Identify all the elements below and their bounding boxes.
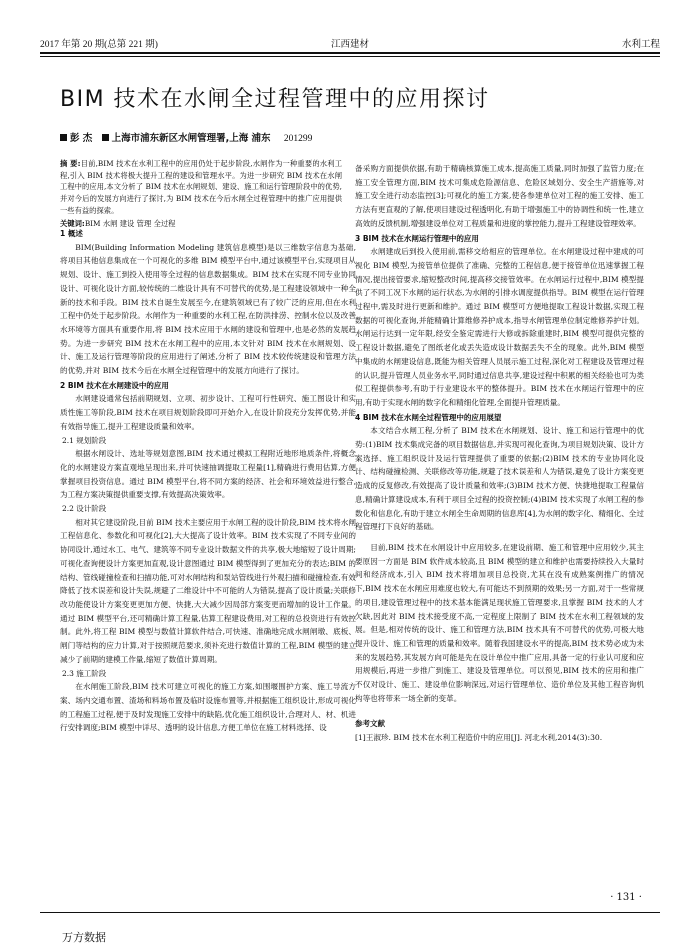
header-rule-thick — [40, 52, 660, 54]
section-heading: 2 BIM 技术在水闸建设中的应用 — [60, 380, 169, 390]
bullet-square-icon — [102, 134, 109, 141]
footer-rule — [40, 912, 660, 913]
section-heading: 3 BIM 技术在水闸运行管理中的应用 — [355, 233, 479, 243]
header-issue: 2017 年第 20 期(总第 221 期) — [40, 40, 158, 50]
paragraph: 相对其它建设阶段,目前 BIM 技术主要应用于水闸工程的设计阶段,BIM 技术将水闸工程信息化、参数化和可视化[2],大大提高了设计效率。BIM 技术实现了不同专业间的协同设计,通过水工、电气、建筑等不同专业设计数据文件的共享,极大地缩短了设计周期;可视化查询便设计方案更加直观,设计意图通过 BIM 模型得到了更加充分的表达;BIM 的结构、管线碰撞检查和扫描功能,可对水闸结构和泵站管线进行外观扫描和碰撞检查,有效降低了技术误差和设计失误,规避了二维设计中不可能的人为错误,提高了设计质量;关联修改功能使设计方案变更更加方便、快捷,大大减少因局部方案变更而增加的设计工作量。通过 BIM 模型平台,还可精确计算工程量,估算工程建设费用,对工程的总投资进行有效控制。此外,将工程 BIM 模型与数值计算软件结合,可快速、准确地完成水闸闸墩、底板、闸门等结构的应力计算,对于按照规范要求,须补充进行数值计算的工程,BIM 模型的建立减少了前期的建模工作量,缩短了数值计算周期。 — [60, 517, 356, 664]
author-line — [60, 130, 312, 144]
abstract — [60, 158, 342, 217]
paragraph: 在水闸施工阶段,BIM 技术可建立可视化的施工方案,如围堰围护方案、施工导流方案、场内交通布置、渣场和料场布置及临时设施布置等,并根据施工组织设计,形成可视化的工程施工过程,便于及时发现施工安排中的缺陷,优化施工组织设计,合理对人、材、机进行安排调度;BIM 模型中详尽、透明的设计信息,方便工单位在施工材料选择、设 — [60, 682, 356, 733]
left-column — [60, 226, 356, 735]
references-heading: 参考文献 — [355, 719, 385, 729]
header-section: 水利工程 — [621, 40, 660, 50]
watermark-text: 万方数据 — [62, 931, 106, 944]
author-affiliation: 上海市浦东新区水闸管理署,上海 浦东 — [111, 133, 271, 144]
author-name: 彭 杰 — [70, 133, 93, 144]
paragraph: 水闸建设通常包括前期规划、立项、初步设计、工程可行性研究、施工图设计和实质性施工等阶段,BIM 技术在项目规划阶段即可开始介入,在设计阶段充分发挥优势,并能有效指导施工,提升工程建设质量和效率。 — [60, 394, 356, 431]
paragraph: 根据水闸设计、选址等规划意图,BIM 技术通过模拟工程附近地形地质条件,将概念化的水闸建设方案直观地呈现出来,并可快速抽调提取工程量[1],精确进行费用估算,方便掌握项目投资信息。通过 BIM 模型平台,将不同方案的经济、社会和环境效益进行整合,为工程方案决策提供重要支撑,有效提高决策效率。 — [60, 449, 356, 500]
right-column — [355, 162, 644, 744]
bullet-square-icon — [60, 134, 67, 141]
abstract-text: 目前,BIM 技术在水利工程中的应用仍处于起步阶段,水闸作为一种重要的水利工程,引入 BIM 技术将极大提升工程的建设和管理水平。为进一步研究 BIM 技术在水闸工程中的应用,本文分析了 BIM 技术在水闸规划、建设、施工和运行管理阶段中的优势,并对今后的发展方向进行了探讨,为 BIM 技术在今后水闸全过程管理中的推广应用提供一些有益的探索。 — [60, 159, 342, 215]
postal-code: 201299 — [283, 134, 313, 144]
header-journal: 江西建材 — [330, 40, 369, 50]
article-title: BIM 技术在水闸全过程管理中的应用探讨 — [60, 87, 490, 112]
paragraph: 备采购方面提供依据,有助于精确核算施工成本,提高施工质量,同时加强了监管力度;在施工安全管理方面,BIM 技术可集成危险源信息、危险区域划分、安全生产措施等,对施工安全进行动态监控[3];可视化的施工方案,使各参建单位对工程的施工安排、施工方法有更直观的了解,使项目建设过程透明化,有助于增强施工中的协调性和统一性,建立高效的反馈机制,增强建设单位对工程质量和进度的掌控能力,提升工程建设管理效率。 — [355, 164, 644, 228]
abstract-block — [60, 158, 342, 229]
page-number: · 131 · — [610, 892, 642, 903]
abstract-label: 摘 要: — [60, 159, 81, 168]
paragraph: 本文结合水闸工程,分析了 BIM 技术在水闸规划、设计、施工和运行管理中的优势:(1)BIM 技术集成完备的项目数据信息,并实现可视化查询,为项目规划决策、设计方案选择、施工组织设计及运行管理提供了重要的依据;(2)BIM 技术的专业协同化设计、结构碰撞检测、关联修改等功能,规避了技术误差和人为错误,避免了设计方案变更造成的反复修改,有效提高了设计质量和效率;(3)BIM 技术方便、快捷地提取工程量信息,精确计算建设成本,有利于项目全过程的投资控制;(4)BIM 技术实现了水闸工程的参数化和信息化,有助于建立水闸全生命周期的信息库[4],为水闸的数字化、精细化、全过程管理打下良好的基础。 — [355, 426, 644, 532]
paragraph: 水闸建成后到投入使用前,需移交给相应的管理单位。在水闸建设过程中建成的可视化 BIM 模型,为接管单位提供了准确、完整的工程信息,便于接管单位迅速掌握工程情况,提出接管要求,缩短整改时间,提高移交接管效率。在水闸运行过程中,BIM 模型提供了不同工况下水闸的运行状态,为水闸的引排水调度提供指导。BIM 模型在运行管理过程中,需及时进行更新和维护。通过 BIM 模型可方便地提取工程设计数据,实现工程数据的可视化查询,并能精确计算维修养护成本,指导水闸管理单位制定维修养护计划。水闸运行达到一定年限,经安全鉴定需进行大修或拆除重建时,BIM 模型可提供完整的工程设计数据,避免了图纸老化或丢失造成设计数据丢失不全的现象。此外,BIM 模型中集成的水闸建设信息,既能为相关管理人员展示施工过程,深化对工程建设及管理过程的认识,提升管理人员业务水平,同时通过信息共享,建设过程中积累的相关经验也可为类似工程提供参考,有助于行业建设水平的整体提升。BIM 技术在水闸运行管理中的应用,有助于实现水闸的数字化和精细化管理,全面提升管理质量。 — [355, 247, 644, 407]
paragraph: 目前,BIM 技术在水闸设计中应用较多,在建设前期、施工和管理中应用较少,其主要原因一方面是 BIM 软件成本较高,且 BIM 模型的建立和维护也需要持续投入大量时间和经济成本,引入 BIM 技术将增加项目总投资,尤其在没有成熟案例推广的情况下,BIM 技术在水闸应用难度也较大,有可能达不到预期的效果;另一方面,对于一些常规的项目,建设管理过程中的技术基本能满足现状施工管理要求,且掌握 BIM 技术的人才欠缺,因此对 BIM 技术接受度不高,一定程度上限制了 BIM 技术在水利工程领域的发展。但是,相对传统的设计、施工和管理方法,BIM 技术具有不可替代的优势,可极大地提升设计、施工和管理的质量和效率。随着我国建设水平的提高,BIM 技术势必成为未来的发展趋势,其发展方向可能是先在设计单位中推广应用,具备一定的行业认可度和应用规模后,再进一步推广到施工、建设及管理单位。可以预见,BIM 技术的应用和推广不仅对设计、施工、建设单位影响深远,对运行管理单位、造价单位及其他工程咨询机构等也将带来一场全新的变革。 — [355, 542, 644, 703]
section-heading: 4 BIM 技术在水闸全过程管理中的应用展望 — [355, 412, 502, 422]
running-header — [40, 36, 660, 52]
reference-item: [1]王淑珍. BIM 技术在水利工程造价中的应用[J]. 河北水利,2014(3):30. — [355, 733, 603, 743]
keywords-label: 关键词: — [60, 218, 85, 228]
section-heading: 1 概述 — [60, 229, 83, 238]
keywords-text: BIM 水闸 建设 管理 全过程 — [84, 218, 176, 228]
subsection-heading: 2.2 设计阶段 — [62, 504, 107, 514]
paragraph: BIM(Building Information Modeling 建筑信息模型)是以三维数字信息为基础,将项目其他信息集成在一个可视化的多维 BIM 模型平台中,通过该模型平台,实现项目从规划、设计、施工到投入使用等全过程的信息数据集成。BIM 技术在实现不同专业协同设计、可视化设计方面,较传统的二维设计具有不可替代的优势,是工程建设领域中一种全新的技术和手段。BIM 技术自诞生发展至今,在建筑领域已有了较广泛的应用,但在水利工程中仍处于起步阶段。水闸作为一种重要的水利工程,在防洪排涝、控制水位以及改善水环境等方面具有重要作用,将 BIM 技术应用于水闸的建设和管理中,也是必然的发展趋势。为进一步研究 BIM 技术在水闸工程中的应用,本文针对 BIM 技术在水闸规划、设计、施工及运行管理等阶段的应用进行了阐述,分析了 BIM 技术较传统建设和管理方法的优势,并对 BIM 技术今后在水闸全过程管理中的发展方向进行了探讨。 — [60, 242, 356, 376]
subsection-heading: 2.1 规划阶段 — [62, 435, 107, 445]
header-rule-thin — [40, 56, 660, 57]
subsection-heading: 2.3 施工阶段 — [62, 668, 107, 678]
